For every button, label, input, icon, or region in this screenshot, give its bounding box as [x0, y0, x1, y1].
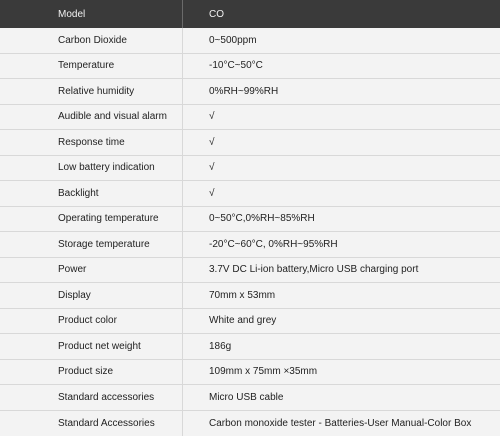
row-value: -20°C~60°C, 0%RH~95%RH — [209, 238, 338, 250]
table-row — [0, 181, 500, 207]
row-value: 0~50°C,0%RH~85%RH — [209, 213, 315, 225]
row-value: 3.7V DC Li-ion battery,Micro USB charging port — [209, 264, 419, 276]
row-value: √ — [209, 187, 215, 199]
row-label: Display — [0, 283, 183, 308]
row-value: √ — [209, 162, 215, 174]
table-row — [0, 156, 500, 182]
row-value: 186g — [209, 340, 232, 352]
table-row — [0, 334, 500, 360]
row-value: 0%RH~99%RH — [209, 85, 279, 97]
row-value: 0~500ppm — [209, 34, 257, 46]
row-value: Carbon monoxide tester - Batteries-User Manual-Color Box — [209, 417, 472, 429]
row-label: Product color — [0, 309, 183, 334]
row-label: Audible and visual alarm — [0, 105, 183, 130]
row-value: 109mm x 75mm ×35mm — [209, 366, 318, 378]
row-label: Product net weight — [0, 334, 183, 359]
header-model-value: CO — [209, 8, 224, 20]
table-row — [0, 411, 500, 436]
table-row — [0, 360, 500, 386]
table-row — [0, 207, 500, 233]
row-label: Backlight — [0, 181, 183, 206]
table-row — [0, 232, 500, 258]
row-value: Micro USB cable — [209, 391, 284, 403]
row-label: Standard Accessories — [0, 411, 183, 436]
table-row — [0, 258, 500, 284]
table-row — [0, 79, 500, 105]
table-header-row — [0, 0, 500, 28]
table-row — [0, 309, 500, 335]
row-label: Storage temperature — [0, 232, 183, 257]
row-label: Standard accessories — [0, 385, 183, 410]
header-model-label: Model — [0, 0, 183, 28]
row-value: White and grey — [209, 315, 277, 327]
row-label: Carbon Dioxide — [0, 28, 183, 53]
row-label: Relative humidity — [0, 79, 183, 104]
row-value: √ — [209, 111, 215, 123]
row-value: -10°C~50°C — [209, 60, 263, 72]
row-label: Power — [0, 258, 183, 283]
row-label: Response time — [0, 130, 183, 155]
row-label: Product size — [0, 360, 183, 385]
table-row — [0, 54, 500, 80]
table-row — [0, 385, 500, 411]
row-value: √ — [209, 136, 215, 148]
row-label: Temperature — [0, 54, 183, 79]
row-value: 70mm x 53mm — [209, 289, 276, 301]
table-row — [0, 130, 500, 156]
table-row — [0, 105, 500, 131]
row-label: Low battery indication — [0, 156, 183, 181]
row-label: Operating temperature — [0, 207, 183, 232]
table-row — [0, 28, 500, 54]
table-row — [0, 283, 500, 309]
